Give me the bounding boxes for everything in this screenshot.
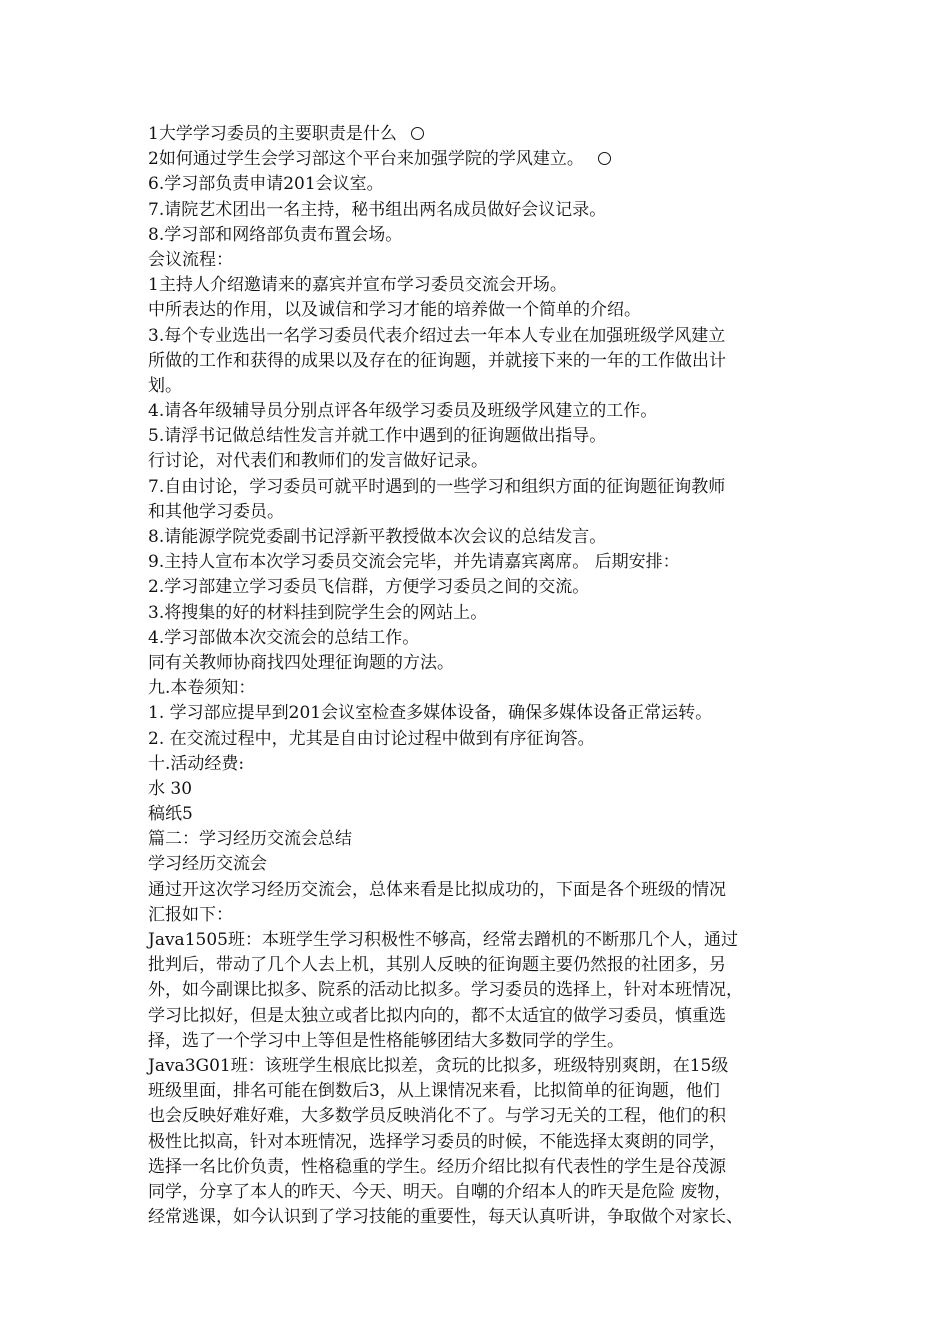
section-heading-notes: 九.本卷须知： (148, 678, 256, 699)
text-line-3: 6.学习部负责申请201会议室。 (148, 174, 384, 195)
text-line-35: 外，如今副课比拟多、院系的活动比拟多。学习委员的选择上，针对本班情况， (148, 980, 743, 1001)
text-line-4: 7.请院艺术团出一名主持，秘书组出两名成员做好会议记录。 (148, 199, 607, 220)
text-line-10: 所做的工作和获得的成果以及存在的征询题，并就接下来的一年的工作做出计 (148, 350, 726, 371)
text-line-17: 8.请能源学院党委副书记浮新平教授做本次会议的总结发言。 (148, 527, 607, 547)
text-line-15: 7.自由讨论，学习委员可就平时遇到的一些学习和组织方面的征询题征询教师 (148, 476, 726, 497)
text-line-12: 4.请各年级辅导员分别点评各年级学习委员及班级学风建立的工作。 (148, 401, 658, 422)
text-line-25: 2. 在交流过程中，尤其是自由讨论过程中做到有序征询答。 (148, 728, 595, 749)
text-line-31: 通过开这次学习经历交流会，总体来看是比拟成功的，下面是各个班级的情况 (148, 879, 726, 900)
text-line-5: 8.学习部和网络部负责布置会场。 (148, 224, 403, 245)
text-line-1 (148, 122, 828, 147)
chapter-title-part-two: 篇二：学习经历交流会总结 (148, 829, 352, 850)
text-line-9: 3.每个专业选出一名学习委员代表介绍过去一年本人专业在加强班级学风建立 (148, 325, 726, 346)
text-line-11: 划。 (148, 375, 182, 396)
text-line-33: Java1505班：本班学生学习积极性不够高，经常去蹭机的不断那几个人，通过 (148, 930, 738, 950)
circle-icon (598, 152, 611, 165)
text-line-16: 和其他学习委员。 (148, 501, 284, 522)
text-line-38: Java3G01班：该班学生根底比拟差，贪玩的比拟多，班级特别爽朗，在15级 (148, 1055, 729, 1076)
text-line-36: 学习比拟好，但是太独立或者比拟内向的，都不太适宜的做学习委员，慎重选 (148, 1005, 726, 1026)
text-line-19: 2.学习部建立学习委员飞信群，方便学习委员之间的交流。 (148, 577, 590, 598)
text-line-24: 1. 学习部应提早到201会议室检查多媒体设备，确保多媒体设备正常运转。 (148, 703, 713, 724)
text-line-28: 稿纸5 (148, 804, 193, 825)
text-line-21: 4.学习部做本次交流会的总结工作。 (148, 627, 420, 648)
text-line-7: 1主持人介绍邀请来的嘉宾并宣布学习委员交流会开场。 (148, 275, 567, 296)
document-body (148, 122, 828, 1230)
text-line-34: 批判后，带动了几个人去上机，其别人反映的征询题主要仍然报的社团多，另 (148, 955, 726, 976)
text-line-14: 行讨论，对代表们和教师们的发言做好记录。 (148, 451, 488, 472)
text-line-8: 中所表达的作用，以及诚信和学习才能的培养做一个简单的介绍。 (148, 300, 641, 321)
section-heading-budget: 十.活动经费: (148, 753, 245, 774)
text-line-37: 择，选了一个学习中上等但是性格能够团结大多数同学的学生。 (148, 1030, 624, 1051)
text-line-40: 也会反映好难好难，大多数学员反映消化不了。与学习无关的工程，他们的积 (148, 1106, 726, 1127)
text-line-22: 同有关教师协商找四处理征询题的方法。 (148, 652, 454, 673)
text-line-44: 经常逃课，如今认识到了学习技能的重要性，每天认真听讲，争取做个对家长、 (148, 1207, 743, 1228)
text-line-20: 3.将搜集的好的材料挂到院学生会的网站上。 (148, 602, 488, 623)
chapter-subtitle: 学习经历交流会 (148, 854, 267, 875)
text-line-39: 班级里面，排名可能在倒数后3，从上课情况来看，比拟简单的征询题，他们 (148, 1081, 720, 1102)
circle-icon (411, 127, 424, 140)
text-line-2 (148, 147, 828, 172)
text-content: 1大学学习委员的主要职责是什么 (148, 124, 397, 144)
text-line-18: 9.主持人宣布本次学习委员交流会完毕，并先请嘉宾离席。 后期安排： (148, 552, 680, 573)
text-line-32: 汇报如下： (148, 904, 233, 925)
text-line-13: 5.请浮书记做总结性发言并就工作中遇到的征询题做出指导。 (148, 426, 607, 447)
text-content: 2如何通过学生会学习部这个平台来加强学院的学风建立。 (148, 149, 584, 170)
text-line-41: 极性比拟高，针对本班情况，选择学习委员的时候，不能选择太爽朗的同学， (148, 1131, 726, 1152)
section-heading-meeting-flow: 会议流程： (148, 249, 233, 270)
text-line-27: 水 30 (148, 778, 193, 799)
text-line-42: 选择一名比价负责，性格稳重的学生。经历介绍比拟有代表性的学生是谷茂源 (148, 1156, 726, 1177)
text-line-43: 同学，分享了本人的昨天、今天、明天。自嘲的介绍本人的昨天是危险 废物， (148, 1181, 732, 1202)
